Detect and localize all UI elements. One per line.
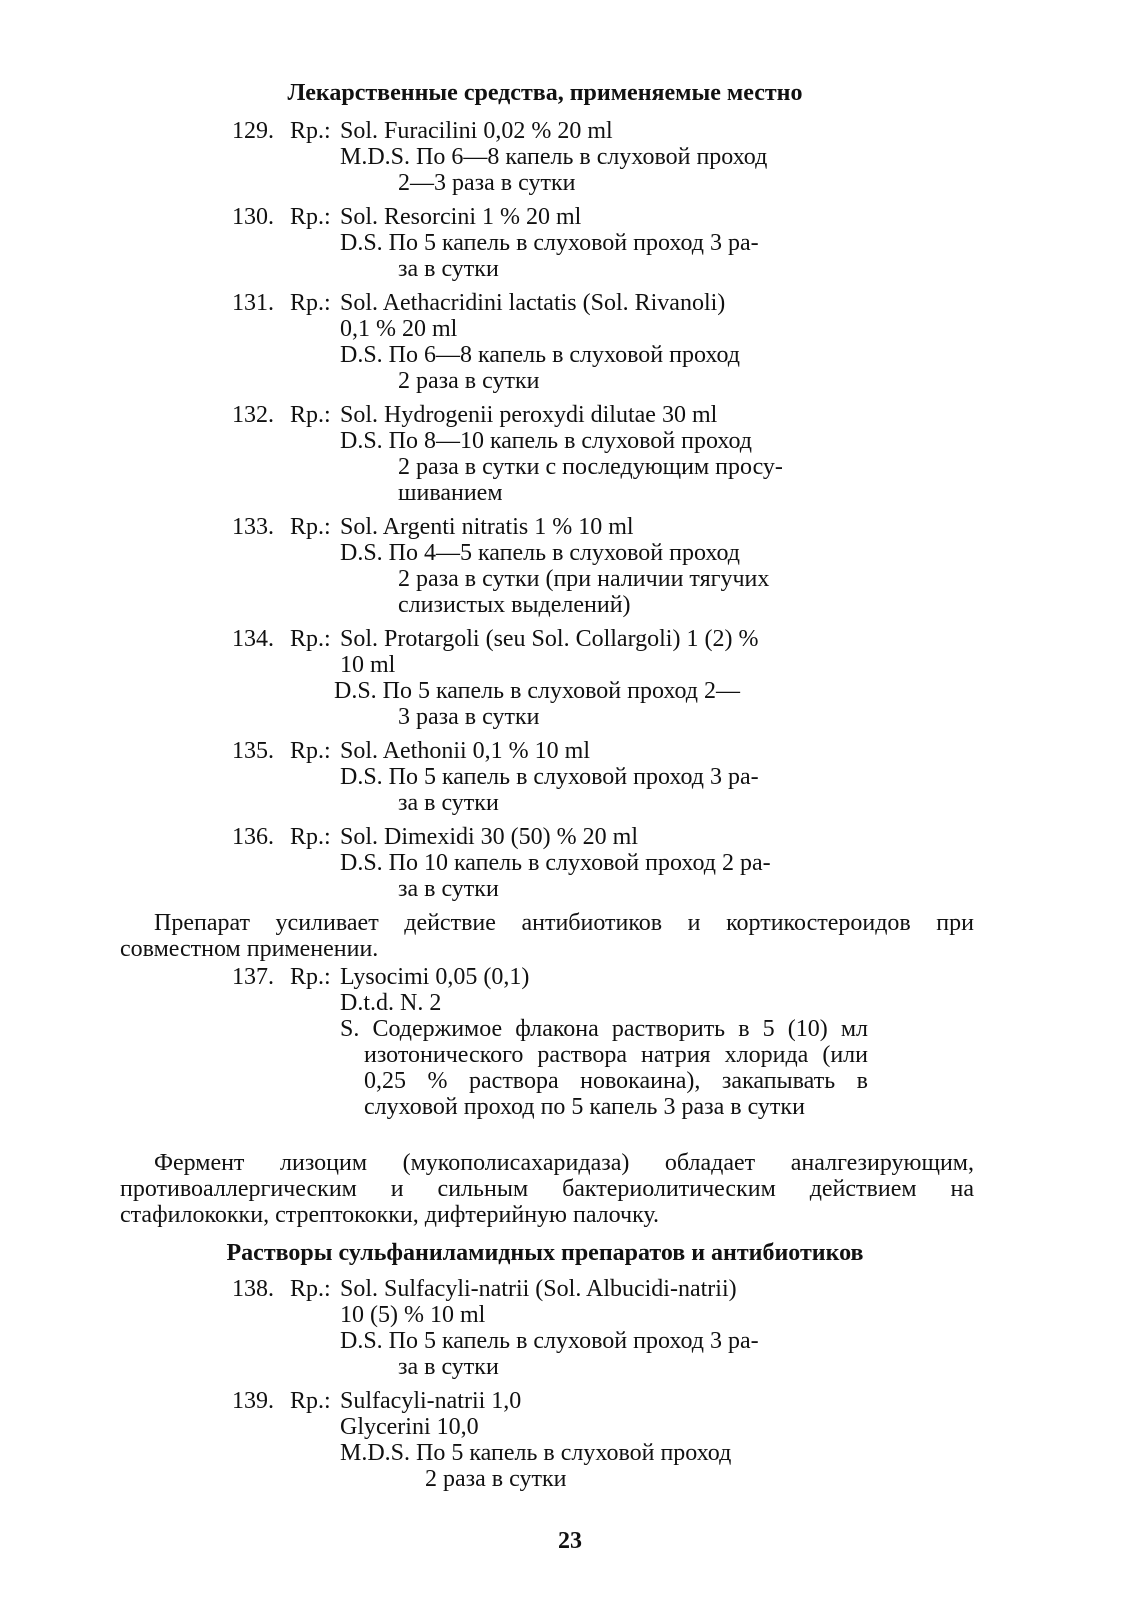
recipe-line: M.D.S. По 5 капель в слуховой проход	[340, 1440, 732, 1466]
recipe-rp: Rp.:	[290, 738, 331, 764]
recipe-rp: Rp.:	[290, 204, 331, 230]
recipe-rp: Rp.:	[290, 290, 331, 316]
recipe-line: 3 раза в сутки	[398, 704, 540, 730]
recipe-line: за в сутки	[398, 1354, 499, 1380]
recipe-number: 130.	[232, 204, 274, 230]
recipe-signa-lysocim: S. Содержимое флакона растворить в 5 (10) мл изотонического раствора натрия хлорида (или 0,25 % раствора новокаина), закапывать в слуховой проход по 5 капель 3 раза в сутки	[340, 1016, 868, 1120]
recipe-number: 139.	[232, 1388, 274, 1414]
recipe-rp: Rp.:	[290, 1388, 331, 1414]
recipe-rp: Rp.:	[290, 626, 331, 652]
recipe-rp: Rp.:	[290, 824, 331, 850]
recipe-line: за в сутки	[398, 790, 499, 816]
paragraph-dimexid-note: Препарат усиливает действие антибиотиков и кортикостероидов при совместном применении.	[120, 910, 974, 962]
recipe-line: Sol. Argenti nitratis 1 % 10 ml	[340, 514, 634, 540]
recipe-number: 137.	[232, 964, 274, 990]
recipe-line: Sol. Resorcini 1 % 20 ml	[340, 204, 582, 230]
recipe-line: D.S. По 5 капель в слуховой проход 2—	[334, 678, 740, 704]
recipe-line: 2—3 раза в сутки	[398, 170, 576, 196]
recipe-line: за в сутки	[398, 876, 499, 902]
recipe-number: 138.	[232, 1276, 274, 1302]
recipe-line: Sulfacyli-natrii 1,0	[340, 1388, 522, 1414]
recipe-line: 2 раза в сутки с последующим просу-	[398, 454, 783, 480]
recipe-line: Sol. Hydrogenii peroxydi dilutae 30 ml	[340, 402, 718, 428]
recipe-line: D.S. По 10 капель в слуховой проход 2 ра-	[340, 850, 771, 876]
recipe-rp: Rp.:	[290, 964, 331, 990]
recipe-number: 134.	[232, 626, 274, 652]
recipe-line: слизистых выделений)	[398, 592, 631, 618]
recipe-number: 133.	[232, 514, 274, 540]
recipe-line: D.S. По 5 капель в слуховой проход 3 ра-	[340, 1328, 759, 1354]
recipe-line: Sol. Aethacridini lactatis (Sol. Rivanoli)	[340, 290, 726, 316]
recipe-number: 136.	[232, 824, 274, 850]
recipe-rp: Rp.:	[290, 514, 331, 540]
recipe-line: 2 раза в сутки	[398, 368, 540, 394]
recipe-line: D.t.d. N. 2	[340, 990, 442, 1016]
recipe-line: за в сутки	[398, 256, 499, 282]
recipe-line: Sol. Sulfacyli-natrii (Sol. Albucidi-natrii)	[340, 1276, 737, 1302]
paragraph-lysocim-note: Фермент лизоцим (мукополисахаридаза) обладает аналгезирующим, противоаллергическим и сильным бактериолитическим действием на стафилококки, стрептококки, дифтерийную палочку.	[120, 1150, 974, 1228]
recipe-rp: Rp.:	[290, 1276, 331, 1302]
recipe-line: шиванием	[398, 480, 503, 506]
recipe-line: 0,1 % 20 ml	[340, 316, 458, 342]
recipe-rp: Rp.:	[290, 402, 331, 428]
recipe-number: 135.	[232, 738, 274, 764]
recipe-line: Sol. Furacilini 0,02 % 20 ml	[340, 118, 613, 144]
recipe-line: D.S. По 6—8 капель в слуховой проход	[340, 342, 740, 368]
page-number: 23	[558, 1528, 582, 1554]
recipe-line: 10 ml	[340, 652, 396, 678]
recipe-rp: Rp.:	[290, 118, 331, 144]
recipe-line: M.D.S. По 6—8 капель в слуховой проход	[340, 144, 768, 170]
recipe-number: 129.	[232, 118, 274, 144]
recipe-number: 131.	[232, 290, 274, 316]
recipe-line: 2 раза в сутки	[425, 1466, 567, 1492]
recipe-line: Sol. Protargoli (seu Sol. Collargoli) 1 (2) %	[340, 626, 759, 652]
recipe-number: 132.	[232, 402, 274, 428]
recipe-line: D.S. По 8—10 капель в слуховой проход	[340, 428, 752, 454]
recipe-line: D.S. По 5 капель в слуховой проход 3 ра-	[340, 764, 759, 790]
section-title-sulfanilamides: Растворы сульфаниламидных препаратов и антибиотиков	[226, 1240, 864, 1266]
recipe-line: Lysocimi 0,05 (0,1)	[340, 964, 530, 990]
section-title-local-drugs: Лекарственные средства, применяемые местно	[287, 80, 803, 106]
recipe-line: Sol. Aethonii 0,1 % 10 ml	[340, 738, 591, 764]
recipe-line: 10 (5) % 10 ml	[340, 1302, 486, 1328]
recipe-line: 2 раза в сутки (при наличии тягучих	[398, 566, 770, 592]
recipe-line: D.S. По 4—5 капель в слуховой проход	[340, 540, 740, 566]
recipe-line: Glycerini 10,0	[340, 1414, 479, 1440]
recipe-line: Sol. Dimexidi 30 (50) % 20 ml	[340, 824, 638, 850]
recipe-line: D.S. По 5 капель в слуховой проход 3 ра-	[340, 230, 759, 256]
